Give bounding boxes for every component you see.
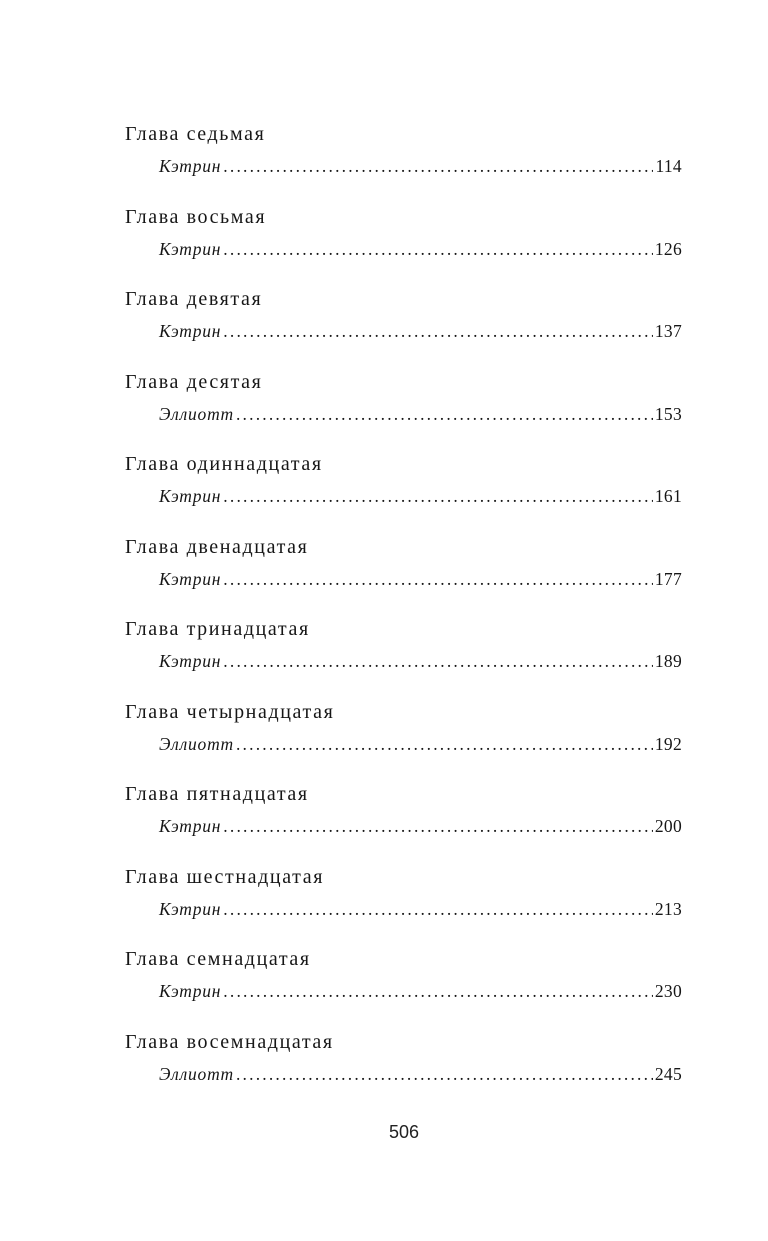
dot-leader <box>223 237 653 261</box>
narrator-name: Кэтрин <box>159 321 222 341</box>
toc-entry <box>125 370 682 453</box>
toc-line <box>159 154 682 178</box>
narrator-name: Кэтрин <box>159 238 222 259</box>
toc-entry <box>125 782 682 865</box>
chapter-title: Глава тринадцатая <box>125 618 310 640</box>
narrator-name: Кэтрин <box>159 486 222 506</box>
toc-line <box>159 484 682 508</box>
page-number: 230 <box>654 981 682 1001</box>
toc-entry <box>125 452 682 535</box>
chapter-title: Глава восьмая <box>125 205 267 228</box>
narrator-name: Кэтрин <box>159 898 222 919</box>
page-number: 177 <box>654 568 682 589</box>
chapter-title: Глава шестнадцатая <box>125 865 325 888</box>
narrator-name: Эллиотт <box>159 1063 234 1084</box>
toc-line <box>159 567 682 591</box>
page-number: 153 <box>654 403 682 424</box>
page-number: 161 <box>654 486 682 506</box>
toc-entry <box>125 947 682 1030</box>
toc-line <box>159 897 682 921</box>
toc-line <box>159 237 682 261</box>
narrator-name: Кэтрин <box>159 568 222 589</box>
dot-leader <box>223 154 653 178</box>
dot-leader <box>223 979 653 1003</box>
narrator-name: Эллиотт <box>159 403 234 424</box>
page-number: 213 <box>654 898 682 919</box>
dot-leader <box>223 319 653 343</box>
chapter-title: Глава девятая <box>125 288 263 310</box>
narrator-name: Кэтрин <box>159 981 222 1001</box>
toc-line <box>159 732 682 756</box>
chapter-title: Глава восемнадцатая <box>125 1030 334 1053</box>
toc-entry <box>125 617 682 700</box>
toc-line <box>159 649 682 673</box>
toc-entry <box>125 1030 682 1113</box>
narrator-name: Кэтрин <box>159 651 222 671</box>
dot-leader <box>236 732 653 756</box>
dot-leader <box>236 1062 653 1086</box>
page-number: 137 <box>654 321 682 341</box>
page-number: 189 <box>654 651 682 671</box>
toc-line <box>159 402 682 426</box>
page-number: 114 <box>655 156 682 176</box>
dot-leader <box>236 402 653 426</box>
dot-leader <box>223 897 653 921</box>
toc-line <box>159 319 682 343</box>
narrator-name: Эллиотт <box>159 733 234 754</box>
toc-entry <box>125 287 682 370</box>
page-number: 126 <box>654 238 682 259</box>
dot-leader <box>223 484 653 508</box>
page-number: 200 <box>654 816 682 836</box>
toc-entry <box>125 700 682 783</box>
dot-leader <box>223 567 653 591</box>
chapter-title: Глава семнадцатая <box>125 948 311 970</box>
narrator-name: Кэтрин <box>159 816 222 836</box>
toc-entry <box>125 535 682 618</box>
table-of-contents <box>125 122 682 1112</box>
page-number: 192 <box>654 733 682 754</box>
chapter-title: Глава пятнадцатая <box>125 783 309 805</box>
toc-entry <box>125 205 682 288</box>
toc-entry <box>125 865 682 948</box>
chapter-title: Глава седьмая <box>125 123 266 145</box>
toc-entry <box>125 122 682 205</box>
toc-line <box>159 814 682 838</box>
toc-line <box>159 979 682 1003</box>
page-folio-number: 506 <box>388 1122 420 1142</box>
narrator-name: Кэтрин <box>159 156 222 176</box>
chapter-title: Глава двенадцатая <box>125 535 309 558</box>
dot-leader <box>223 649 653 673</box>
page-number: 245 <box>654 1063 682 1084</box>
dot-leader <box>223 814 653 838</box>
chapter-title: Глава десятая <box>125 370 263 393</box>
toc-line <box>159 1062 682 1086</box>
chapter-title: Глава одиннадцатая <box>125 453 323 475</box>
chapter-title: Глава четырнадцатая <box>125 700 335 723</box>
